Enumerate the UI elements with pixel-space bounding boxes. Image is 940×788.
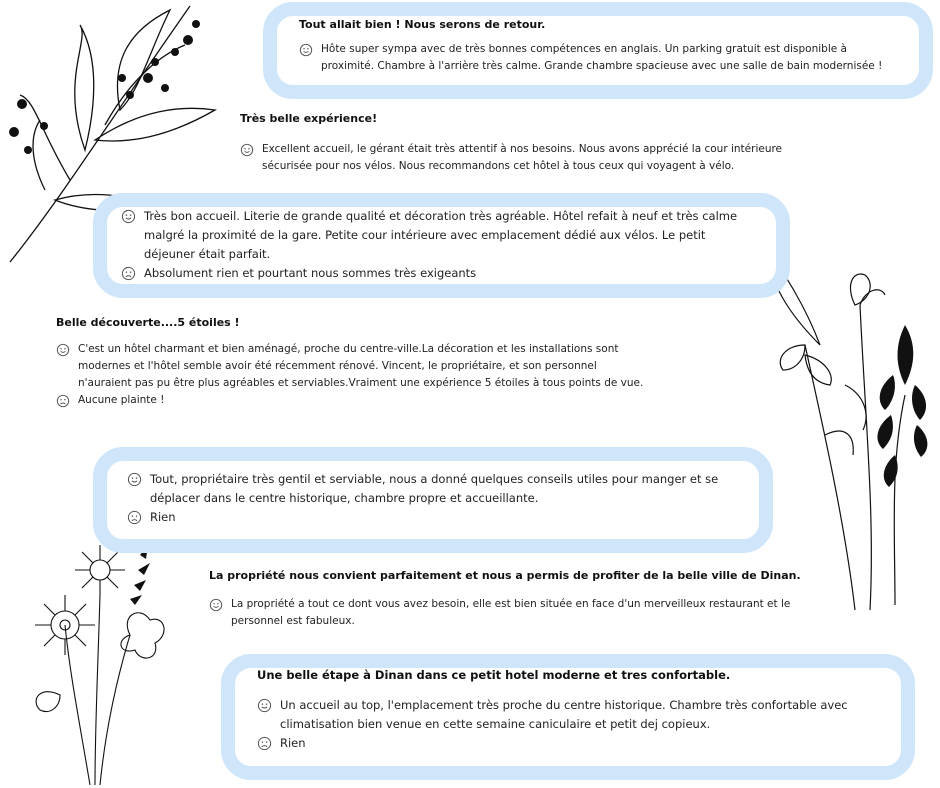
comment-text: Excellent accueil, le gérant était très attentif à nos besoins. Nous avons apprécié la cour intérieure sécurisée pour nos vélos. Nous recommandons cet hôtel à tous ceux qui voyagent à vélo. bbox=[262, 143, 783, 172]
review-title: Une belle étape à Dinan dans ce petit hotel moderne et tres confortable. bbox=[257, 668, 731, 682]
comment-text: Absolument rien et pourtant nous sommes très exigeants bbox=[144, 266, 477, 280]
positive-comment bbox=[56, 341, 646, 392]
review-card-1 bbox=[263, 2, 933, 99]
positive-comment bbox=[240, 141, 800, 175]
review-title: Très belle expérience! bbox=[240, 112, 378, 125]
positive-comment bbox=[257, 696, 877, 734]
comment-text: Hôte super sympa avec de très bonnes compétences en anglais. Un parking gratuit est disponible à proximité. Chambre à l'arrière très calme. Grande chambre spacieuse avec une salle de bain modernisée ! bbox=[321, 43, 883, 72]
smiley-icon bbox=[299, 43, 313, 57]
positive-comment bbox=[299, 41, 897, 75]
positive-comment bbox=[209, 596, 809, 630]
comment-text: Rien bbox=[280, 736, 306, 750]
review-title: La propriété nous convient parfaitement et nous a permis de profiter de la belle ville de Dinan. bbox=[209, 569, 801, 582]
negative-comment bbox=[56, 392, 646, 409]
comment-text: Rien bbox=[150, 510, 176, 524]
review-card-4 bbox=[56, 316, 646, 409]
smiley-icon bbox=[240, 143, 254, 157]
smiley-icon bbox=[127, 472, 142, 487]
comment-text: Aucune plainte ! bbox=[78, 394, 165, 406]
review-card-3 bbox=[93, 193, 790, 298]
flower-bouquet-illustration bbox=[20, 535, 180, 785]
review-card-7 bbox=[221, 654, 915, 780]
smiley-icon bbox=[257, 698, 272, 713]
comment-text: C'est un hôtel charmant et bien aménagé, proche du centre-ville.La décoration et les installations sont modernes et l'hôtel semble avoir été récemment rénové. Vincent, le propriétaire, et son personnel n'auraient pas pu être plus agréables et serviables.Vraiment une expérience 5 étoiles à tous points de vue. bbox=[78, 343, 644, 389]
comment-text: Très bon accueil. Literie de grande qualité et décoration très agréable. Hôtel refait à neuf et très calme malgré la proximité de la gare. Petite cour intérieure avec emplacement dédié aux vélos. Le petit déjeuner était parfait. bbox=[144, 209, 738, 261]
smiley-icon bbox=[121, 209, 136, 224]
smiley-icon bbox=[209, 598, 223, 612]
negative-comment bbox=[127, 508, 735, 527]
review-card-2 bbox=[240, 112, 800, 175]
smiley-icon bbox=[56, 343, 70, 357]
comment-text: Un accueil au top, l'emplacement très proche du centre historique. Chambre très confortable avec climatisation bien venue en cette semaine caniculaire et petit dej copieux. bbox=[280, 698, 848, 731]
negative-comment bbox=[121, 264, 752, 283]
frown-icon bbox=[56, 394, 70, 408]
comment-text: Tout, propriétaire très gentil et serviable, nous a donné quelques conseils utiles pour manger et se déplacer dans le centre historique, chambre propre et accueillante. bbox=[150, 472, 719, 505]
review-title: Belle découverte....5 étoiles ! bbox=[56, 316, 240, 329]
negative-comment bbox=[257, 734, 877, 753]
review-card-5 bbox=[93, 447, 773, 553]
frown-icon bbox=[127, 510, 142, 525]
frown-icon bbox=[121, 266, 136, 281]
review-card-6 bbox=[209, 569, 809, 630]
positive-comment bbox=[127, 470, 735, 508]
review-title: Tout allait bien ! Nous serons de retour. bbox=[299, 18, 546, 31]
comment-text: La propriété a tout ce dont vous avez besoin, elle est bien située en face d'un merveilleux restaurant et le personnel est fabuleux. bbox=[231, 598, 791, 627]
frown-icon bbox=[257, 736, 272, 751]
positive-comment bbox=[121, 207, 752, 264]
